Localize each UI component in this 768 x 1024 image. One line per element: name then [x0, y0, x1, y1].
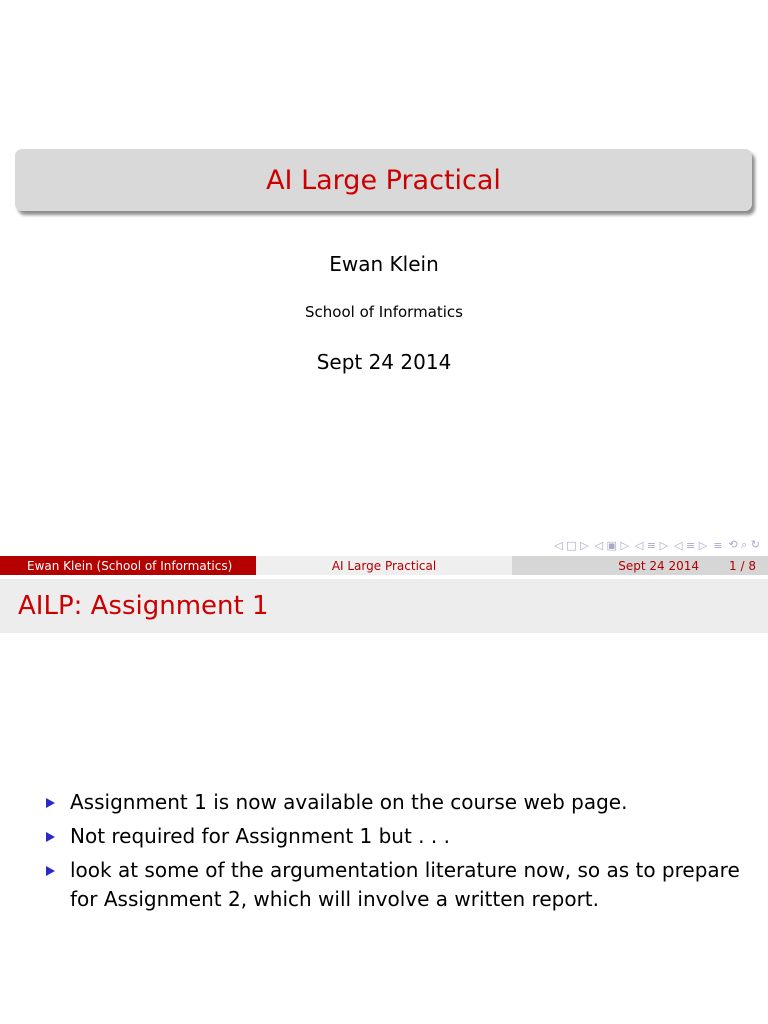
bullet-text: Assignment 1 is now available on the course web page. [70, 790, 628, 814]
slide-title: AI Large Practical [266, 164, 501, 196]
frame-title-bar [0, 579, 768, 633]
document-nav-icon[interactable]: ≡ [713, 538, 723, 552]
footer-title: AI Large Practical [256, 556, 512, 575]
search-nav-icon[interactable]: ⟲ ⌕ ↻ [728, 538, 760, 551]
footer-page-number: 1 / 8 [729, 558, 756, 573]
bullet-triangle-icon [46, 788, 70, 817]
footer-author: Ewan Klein (School of Informatics) [0, 556, 256, 575]
bullet-list [46, 788, 756, 919]
bullet-text: Not required for Assignment 1 but . . . [70, 824, 450, 848]
beamer-navigation-bar [554, 537, 760, 553]
subsection-nav-icon[interactable]: ◁ ≡ ▷ [634, 538, 669, 552]
title-box [15, 149, 752, 211]
bullet-triangle-icon [46, 856, 70, 914]
slide-nav-icon[interactable]: ◁ ▣ ▷ [594, 538, 629, 552]
institute-name: School of Informatics [305, 303, 463, 321]
footer-right [512, 556, 768, 575]
footer-date: Sept 24 2014 [618, 558, 700, 573]
list-item [46, 856, 756, 914]
presentation-date: Sept 24 2014 [316, 350, 452, 374]
section-nav-icon[interactable]: ◁ ≡ ▷ [674, 538, 708, 552]
list-item [46, 788, 756, 817]
bullet-triangle-icon [46, 822, 70, 851]
frame-nav-icon[interactable]: ◁ □ ▷ [554, 538, 589, 552]
author-name: Ewan Klein [329, 252, 439, 276]
slide-footer [0, 556, 768, 575]
list-item [46, 822, 756, 851]
bullet-text: look at some of the argumentation literature now, so as to prepare for Assignment 2, which will involve a written report. [70, 858, 740, 911]
frame-title: AILP: Assignment 1 [18, 591, 269, 621]
